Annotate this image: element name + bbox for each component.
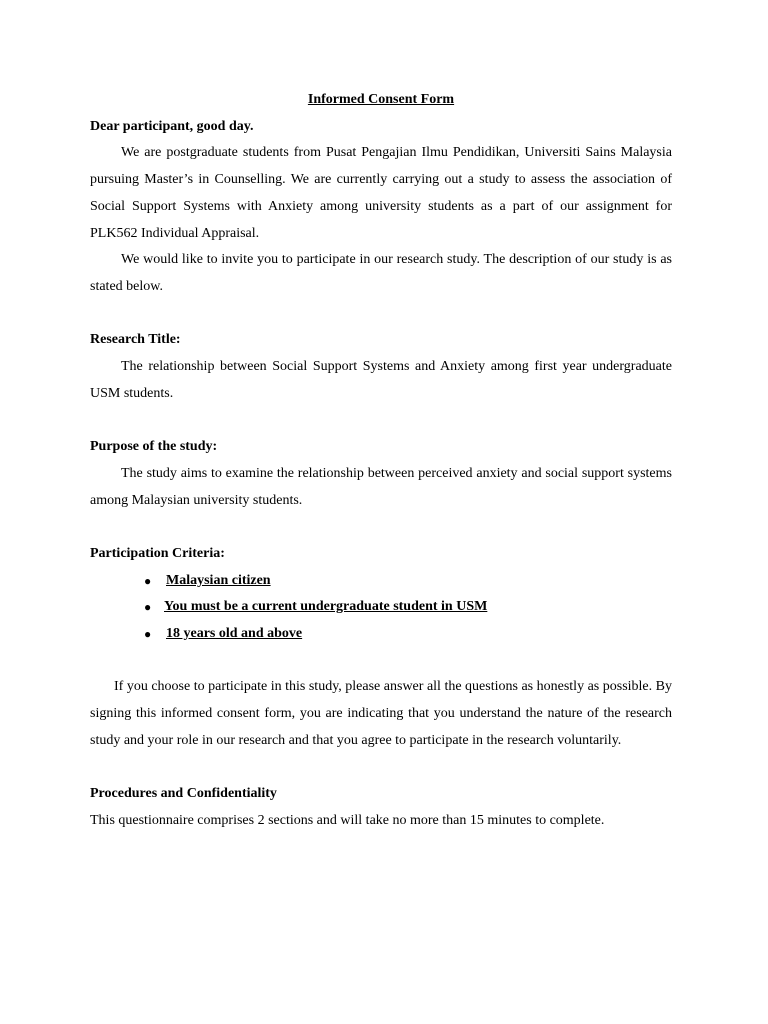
list-item (90, 594, 672, 621)
purpose-heading: Purpose of the study: (90, 439, 218, 455)
research-title-text: The relationship between Social Support Systems and Anxiety among first year undergraduate USM students. (90, 359, 672, 401)
spacer (90, 407, 672, 434)
spacer (90, 514, 672, 541)
spacer (90, 648, 672, 675)
criteria-list (90, 568, 672, 648)
bullet-icon: ● (144, 600, 152, 615)
criteria-text: You must be a current undergraduate student in USM (164, 599, 488, 615)
list-item (90, 568, 672, 595)
purpose-text: The study aims to examine the relationship between perceived anxiety and social support systems among Malaysian university students. (90, 465, 672, 508)
consent-paragraph: If you choose to participate in this study, please answer all the questions as honestly as possible. By signing this informed consent form, you are indicating that you understand the nature of the research study and your role in our research and that you agree to participate in the research voluntarily. (90, 679, 672, 748)
criteria-heading: Participation Criteria: (90, 545, 225, 561)
intro-paragraph-1: We are postgraduate students from Pusat Pengajian Ilmu Pendidikan, Universiti Sains Malaysia pursuing Master’s in Counselling. We are currently carrying out a study to assess the association of Social Support Systems with Anxiety among university students as a part of our assignment for PLK562 Individual Appraisal. (90, 145, 672, 241)
greeting: Dear participant, good day. (90, 118, 254, 134)
criteria-text: Malaysian citizen (166, 572, 271, 588)
document-content (90, 87, 672, 835)
spacer (90, 301, 672, 328)
criteria-text: 18 years old and above (166, 626, 303, 642)
form-title: Informed Consent Form (307, 92, 455, 107)
intro-paragraph-2: We would like to invite you to participate in our research study. The description of our study is as stated below. (90, 252, 672, 294)
list-item (90, 621, 672, 648)
research-title-heading: Research Title: (90, 332, 181, 348)
bullet-icon: ● (144, 573, 152, 588)
procedures-heading: Procedures and Confidentiality (90, 786, 277, 802)
bullet-icon: ● (144, 627, 152, 642)
spacer (90, 755, 672, 782)
procedures-text: This questionnaire comprises 2 sections and will take no more than 15 minutes to complete. (90, 812, 605, 828)
